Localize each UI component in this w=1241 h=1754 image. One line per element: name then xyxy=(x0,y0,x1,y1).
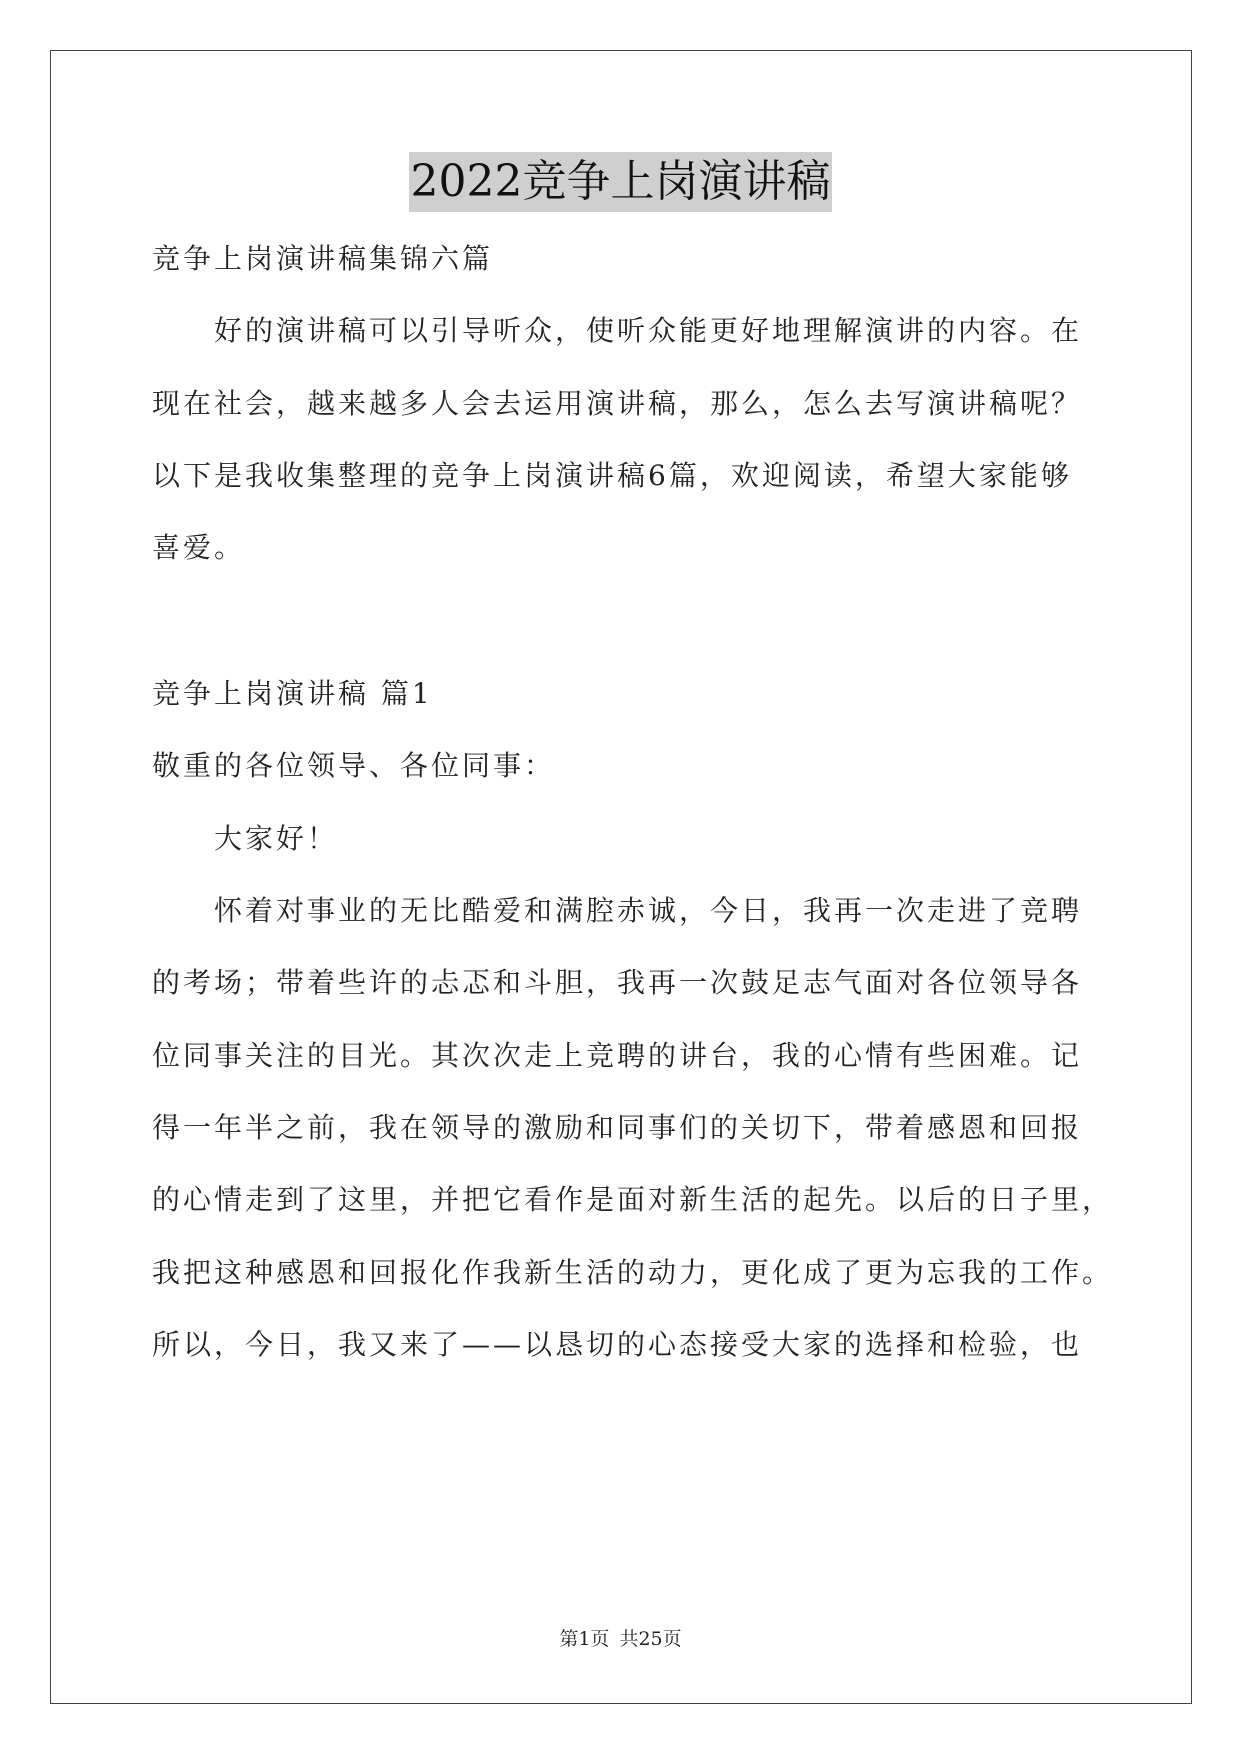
body-line: 现在社会，越来越多人会去运用演讲稿，那么，怎么去写演讲稿呢？ xyxy=(152,387,1083,420)
body-line: 我把这种感恩和回报化作我新生活的动力，更化成了更为忘我的工作。 xyxy=(152,1256,1114,1289)
document-title: 2022竞争上岗演讲稿 xyxy=(409,152,833,212)
page-footer xyxy=(0,1626,1241,1652)
greeting-line: 大家好！ xyxy=(214,822,339,855)
subtitle-line: 竞争上岗演讲稿集锦六篇 xyxy=(152,242,494,275)
salutation-line: 敬重的各位领导、各位同事： xyxy=(152,749,556,782)
page-number: 第1页 xyxy=(559,1628,610,1650)
body-line: 得一年半之前，我在领导的激励和同事们的关切下，带着感恩和回报 xyxy=(152,1111,1083,1144)
body-line: 以下是我收集整理的竞争上岗演讲稿6篇，欢迎阅读，希望大家能够 xyxy=(152,459,1072,492)
body-line: 怀着对事业的无比酷爱和满腔赤诚，今日，我再一次走进了竞聘 xyxy=(214,894,1083,927)
page-total: 共25页 xyxy=(619,1628,682,1650)
body-line: 所以，今日，我又来了——以恳切的心态接受大家的选择和检验，也 xyxy=(152,1328,1083,1361)
page-border xyxy=(50,50,1192,1704)
body-line: 的心情走到了这里，并把它看作是面对新生活的起先。以后的日子里， xyxy=(152,1183,1114,1216)
section-heading: 竞争上岗演讲稿 篇1 xyxy=(152,677,433,710)
body-line: 好的演讲稿可以引导听众，使听众能更好地理解演讲的内容。在 xyxy=(214,314,1083,347)
body-line: 的考场；带着些许的忐忑和斗胆，我再一次鼓足志气面对各位领导各 xyxy=(152,966,1083,999)
body-line: 位同事关注的目光。其次次走上竞聘的讲台，我的心情有些困难。记 xyxy=(152,1039,1083,1072)
body-line: 喜爱。 xyxy=(152,531,246,564)
title-container xyxy=(0,152,1241,212)
